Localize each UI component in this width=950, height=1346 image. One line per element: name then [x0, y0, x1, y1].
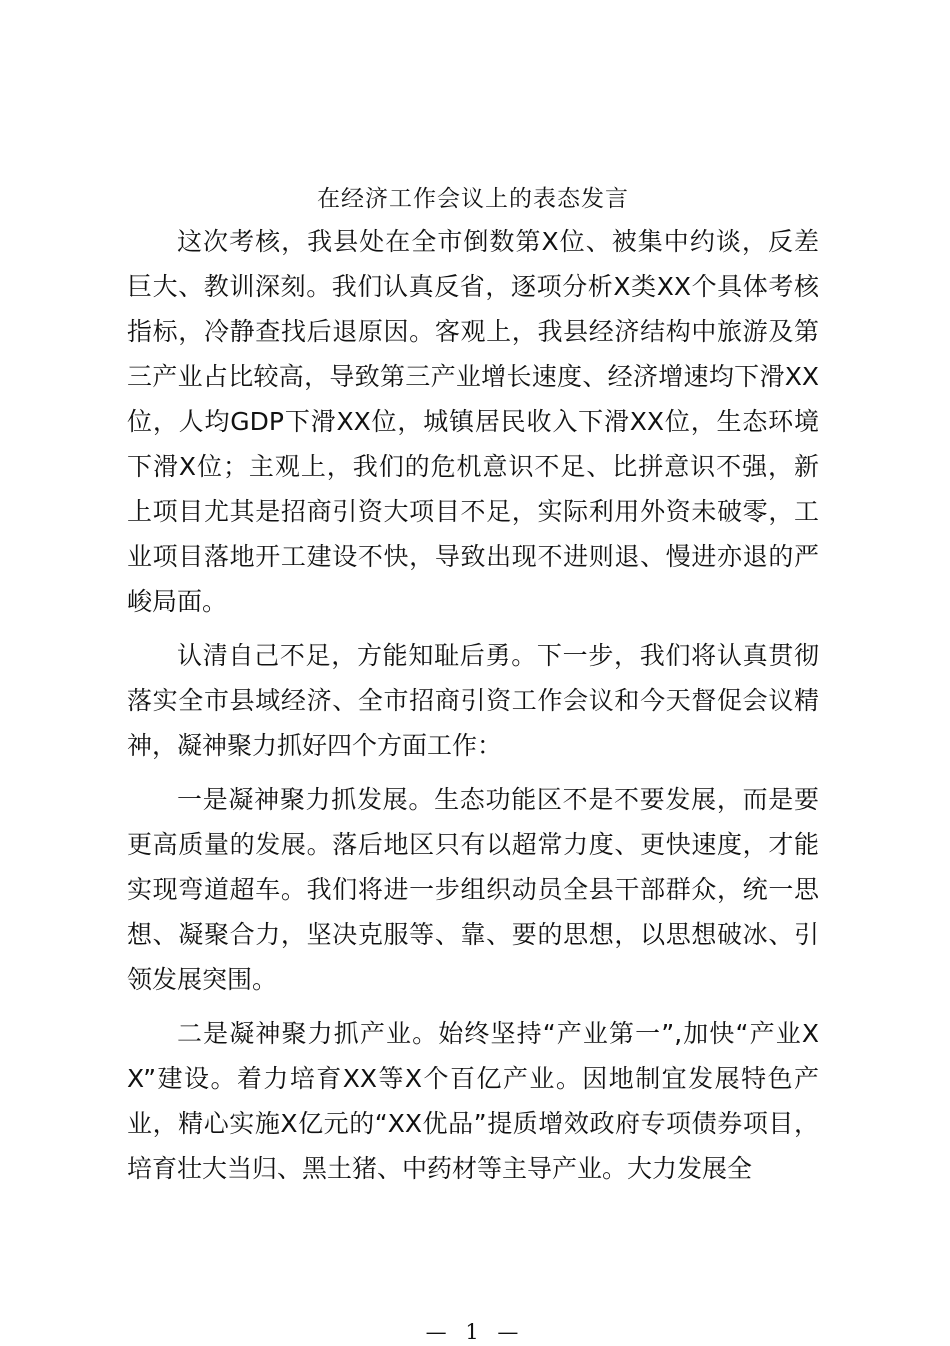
paragraph-industry: 二是凝神聚力抓产业。始终坚持“产业第一”,加快“产业XX”建设。着力培育XX等X个百亿产业。因地制宜发展特色产业，精心实施X亿元的“XX优品”提质增效政府专项债券项目，培育壮大当归、黑土猪、中药材等主导产业。大力发展全 [127, 1019, 819, 1183]
paragraph-next-steps: 认清自己不足，方能知耻后勇。下一步，我们将认真贯彻落实全市县域经济、全市招商引资工作会议和今天督促会议精神，凝神聚力抓好四个方面工作： [127, 641, 819, 760]
paragraph-development: 一是凝神聚力抓发展。生态功能区不是不要发展，而是要更高质量的发展。落后地区只有以超常力度、更快速度，才能实现弯道超车。我们将进一步组织动员全县干部群众，统一思想、凝聚合力，坚决克服等、靠、要的思想，以思想破冰、引领发展突围。 [127, 785, 819, 994]
paragraph-assessment: 这次考核，我县处在全市倒数第X位、被集中约谈，反差巨大、教训深刻。我们认真反省，逐项分析X类XX个具体考核指标，冷静查找后退原因。客观上，我县经济结构中旅游及第三产业占比较高，导致第三产业增长速度、经济增速均下滑XX位，人均GDP下滑XX位，城镇居民收入下滑XX位，生态环境下滑X位；主观上，我们的危机意识不足、比拼意识不强，新上项目尤其是招商引资大项目不足，实际利用外资未破零，工业项目落地开工建设不快，导致出现不进则退、慢进亦退的严峻局面。 [127, 227, 819, 616]
document-title: 在经济工作会议上的表态发言 [317, 186, 629, 212]
page-number: — 1 — [425, 1320, 525, 1344]
document-body [127, 219, 819, 1200]
